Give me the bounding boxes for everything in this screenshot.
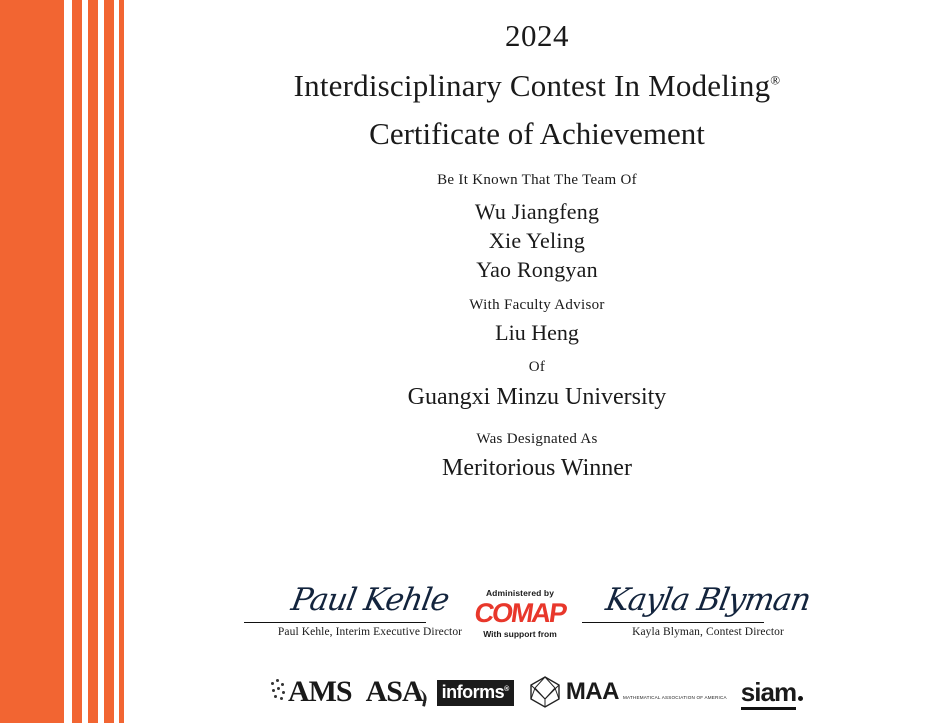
ams-dots-icon bbox=[271, 679, 287, 701]
advisor-name: Liu Heng bbox=[495, 320, 579, 346]
administered-by-block bbox=[460, 588, 580, 639]
contest-title bbox=[294, 68, 781, 104]
institution-name: Guangxi Minzu University bbox=[407, 384, 667, 411]
asa-logo bbox=[366, 675, 423, 709]
team-member: Xie Yeling bbox=[488, 228, 586, 254]
ams-logo bbox=[271, 675, 352, 709]
maa-logo-subtext: MATHEMATICAL ASSOCIATION OF AMERICA bbox=[622, 694, 727, 700]
decorative-side-bars bbox=[0, 0, 128, 723]
of-label: Of bbox=[528, 359, 546, 376]
team-intro-label: Be It Known That The Team Of bbox=[437, 172, 637, 188]
signature-caption: Kayla Blyman, Contest Director bbox=[632, 626, 784, 638]
team-member: Yao Rongyan bbox=[476, 257, 598, 283]
accent-bar-3 bbox=[88, 0, 98, 723]
signature-mark: Kayla Blyman bbox=[603, 582, 813, 618]
signature-block-contest-director bbox=[558, 578, 858, 638]
comap-logo: COMAP bbox=[472, 598, 568, 628]
award-title: Meritorious Winner bbox=[442, 455, 632, 482]
signature-caption: Paul Kehle, Interim Executive Director bbox=[277, 626, 463, 638]
designation-label: Was Designated As bbox=[476, 431, 598, 448]
accent-bar-2 bbox=[72, 0, 82, 723]
administered-by-label: Administered by bbox=[485, 588, 555, 598]
accent-bar-5 bbox=[119, 0, 124, 723]
certificate-subtitle: Certificate of Achievement bbox=[369, 116, 705, 151]
asa-logo-text: ASA bbox=[365, 675, 423, 708]
informs-registered-mark: ® bbox=[504, 686, 509, 693]
maa-logo bbox=[528, 675, 727, 709]
informs-logo bbox=[437, 680, 514, 706]
maa-text-block bbox=[565, 677, 727, 705]
maa-logo-text: MAA bbox=[565, 677, 619, 705]
signature-rule bbox=[582, 622, 764, 623]
maa-polyhedron-icon bbox=[528, 675, 562, 709]
contest-year: 2024 bbox=[505, 18, 569, 53]
signature-mark: Paul Kehle bbox=[288, 582, 452, 618]
registered-mark: ® bbox=[770, 72, 781, 88]
siam-dot-icon bbox=[798, 696, 803, 701]
advisor-label: With Faculty Advisor bbox=[469, 297, 605, 314]
siam-logo bbox=[741, 677, 803, 708]
accent-bar-1 bbox=[0, 0, 64, 723]
signature-rule bbox=[244, 622, 426, 623]
accent-bar-4 bbox=[104, 0, 114, 723]
siam-logo-text: siam bbox=[741, 677, 796, 710]
sponsor-logo-row bbox=[128, 668, 946, 716]
contest-title-text: Interdisciplinary Contest In Modeling bbox=[293, 68, 771, 103]
team-member-list bbox=[475, 197, 599, 284]
informs-logo-text: informs bbox=[441, 682, 505, 702]
team-member: Wu Jiangfeng bbox=[474, 199, 600, 224]
support-from-label: With support from bbox=[483, 629, 557, 639]
ams-logo-text: AMS bbox=[287, 675, 352, 708]
